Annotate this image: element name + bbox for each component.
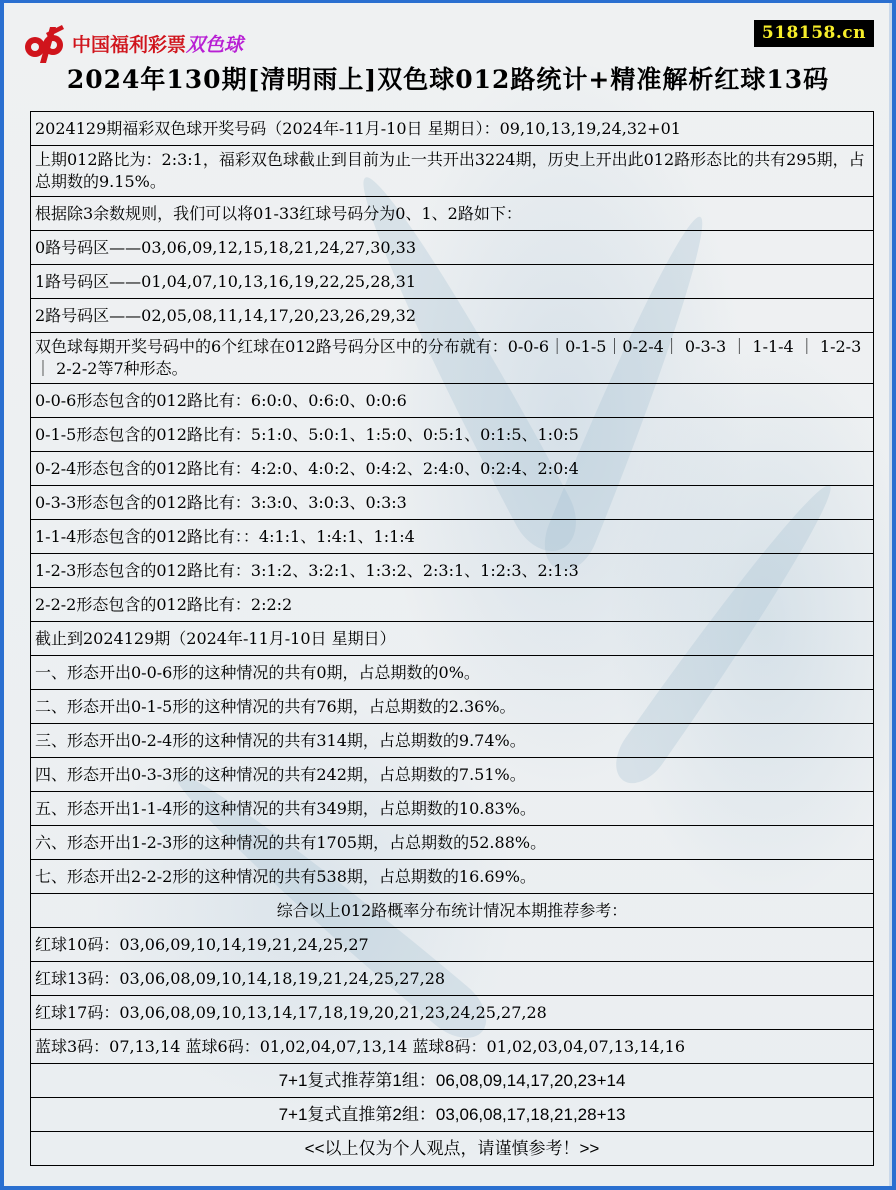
- header: [4, 3, 892, 103]
- table-row: [31, 928, 874, 962]
- analysis-table: [30, 111, 874, 1166]
- table-row: [31, 962, 874, 996]
- combo-group-1-cell: 7+1复式推荐第1组：06,08,09,14,17,20,23+14: [31, 1064, 874, 1098]
- lottery-logo: [22, 23, 243, 63]
- stat-222-cell: 七、形态开出2-2-2形的这种情况的共有538期，占总期数的16.69%。: [31, 860, 874, 894]
- blue-picks-cell: 蓝球3码：07,13,14 蓝球6码：01,02,04,07,13,14 蓝球8码：01,02,03,04,07,13,14,16: [31, 1030, 874, 1064]
- pattern-123-cell: 1-2-3形态包含的012路比有：3:1:2、3:2:1、1:3:2、2:3:1、1:2:3、2:1:3: [31, 554, 874, 588]
- table-row: [31, 197, 874, 231]
- table-row: [31, 265, 874, 299]
- recommend-heading-cell: 综合以上012路概率分布统计情况本期推荐参考：: [31, 894, 874, 928]
- table-row: [31, 1030, 874, 1064]
- disclaimer-cell: <<以上仅为个人观点，请谨慎参考！>>: [31, 1132, 874, 1166]
- stat-006-cell: 一、形态开出0-0-6形的这种情况的共有0期，占总期数的0%。: [31, 656, 874, 690]
- draw-result-cell: 2024129期福彩双色球开奖号码（2024年-11月-10日 星期日）：09,10,13,19,24,32+01: [31, 112, 874, 146]
- stat-015-cell: 二、形态开出0-1-5形的这种情况的共有76期，占总期数的2.36%。: [31, 690, 874, 724]
- table-row: [31, 724, 874, 758]
- table-row: [31, 758, 874, 792]
- table-row: [31, 418, 874, 452]
- table-row: [31, 826, 874, 860]
- table-row: [31, 1132, 874, 1166]
- pattern-114-cell: 1-1-4形态包含的012路比有：：4:1:1、1:4:1、1:1:4: [31, 520, 874, 554]
- table-row: [31, 656, 874, 690]
- site-badge[interactable]: 518158.cn: [754, 20, 874, 47]
- cutoff-cell: 截止到2024129期（2024年-11月-10日 星期日）: [31, 622, 874, 656]
- table-row: [31, 112, 874, 146]
- page-title: 2024年130期[清明雨上]双色球012路统计+精准解析红球13码: [66, 65, 830, 94]
- table-row: [31, 333, 874, 384]
- table-row: [31, 1098, 874, 1132]
- table-row: [31, 792, 874, 826]
- table-row: [31, 554, 874, 588]
- table-row: [31, 690, 874, 724]
- table-row: [31, 894, 874, 928]
- red-17-cell: 红球17码：03,06,08,09,10,13,14,17,18,19,20,21,23,24,25,27,28: [31, 996, 874, 1030]
- red-13-cell: 红球13码：03,06,08,09,10,14,18,19,21,24,25,27,28: [31, 962, 874, 996]
- table-row: [31, 1064, 874, 1098]
- pattern-033-cell: 0-3-3形态包含的012路比有：3:3:0、3:0:3、0:3:3: [31, 486, 874, 520]
- logo-text: 中国福利彩票双色球: [72, 33, 244, 56]
- stat-114-cell: 五、形态开出1-1-4形的这种情况的共有349期，占总期数的10.83%。: [31, 792, 874, 826]
- table-row: [31, 384, 874, 418]
- table-row: [31, 860, 874, 894]
- pattern-024-cell: 0-2-4形态包含的012路比有：4:2:0、4:0:2、0:4:2、2:4:0、0:2:4、2:0:4: [31, 452, 874, 486]
- table-row: [31, 486, 874, 520]
- pattern-006-cell: 0-0-6形态包含的012路比有：6:0:0、0:6:0、0:0:6: [31, 384, 874, 418]
- route-1-cell: 1路号码区——01,04,07,10,13,16,19,22,25,28,31: [31, 265, 874, 299]
- red-10-cell: 红球10码：03,06,09,10,14,19,21,24,25,27: [31, 928, 874, 962]
- page-frame: [4, 3, 892, 1186]
- stat-024-cell: 三、形态开出0-2-4形的这种情况的共有314期，占总期数的9.74%。: [31, 724, 874, 758]
- stat-033-cell: 四、形态开出0-3-3形的这种情况的共有242期，占总期数的7.51%。: [31, 758, 874, 792]
- table-row: [31, 622, 874, 656]
- table-row: [31, 588, 874, 622]
- pattern-222-cell: 2-2-2形态包含的012路比有：2:2:2: [31, 588, 874, 622]
- route-2-cell: 2路号码区——02,05,08,11,14,17,20,23,26,29,32: [31, 299, 874, 333]
- table-row: [31, 146, 874, 197]
- previous-ratio-cell: 上期012路比为：2:3:1，福彩双色球截止到目前为止一共开出3224期，历史上开出此012路形态比的共有295期，占总期数的9.15%。: [31, 146, 874, 197]
- route-0-cell: 0路号码区——03,06,09,12,15,18,21,24,27,30,33: [31, 231, 874, 265]
- table-row: [31, 996, 874, 1030]
- table-row: [31, 520, 874, 554]
- pattern-015-cell: 0-1-5形态包含的012路比有：5:1:0、5:0:1、1:5:0、0:5:1、0:1:5、1:0:5: [31, 418, 874, 452]
- pattern-summary-cell: 双色球每期开奖号码中的6个红球在012路号码分区中的分布就有：0-0-6｜0-1-5｜0-2-4｜ 0-3-3 ｜ 1-1-4 ｜ 1-2-3 ｜ 2-2-2等7种形态。: [31, 333, 874, 384]
- mod3-rule-cell: 根据除3余数规则，我们可以将01-33红球号码分为0、1、2路如下：: [31, 197, 874, 231]
- table-row: [31, 231, 874, 265]
- combo-group-2-cell: 7+1复式直推第2组：03,06,08,17,18,21,28+13: [31, 1098, 874, 1132]
- welfare-lottery-logo-icon: [22, 23, 68, 63]
- table-row: [31, 452, 874, 486]
- table-row: [31, 299, 874, 333]
- stat-123-cell: 六、形态开出1-2-3形的这种情况的共有1705期，占总期数的52.88%。: [31, 826, 874, 860]
